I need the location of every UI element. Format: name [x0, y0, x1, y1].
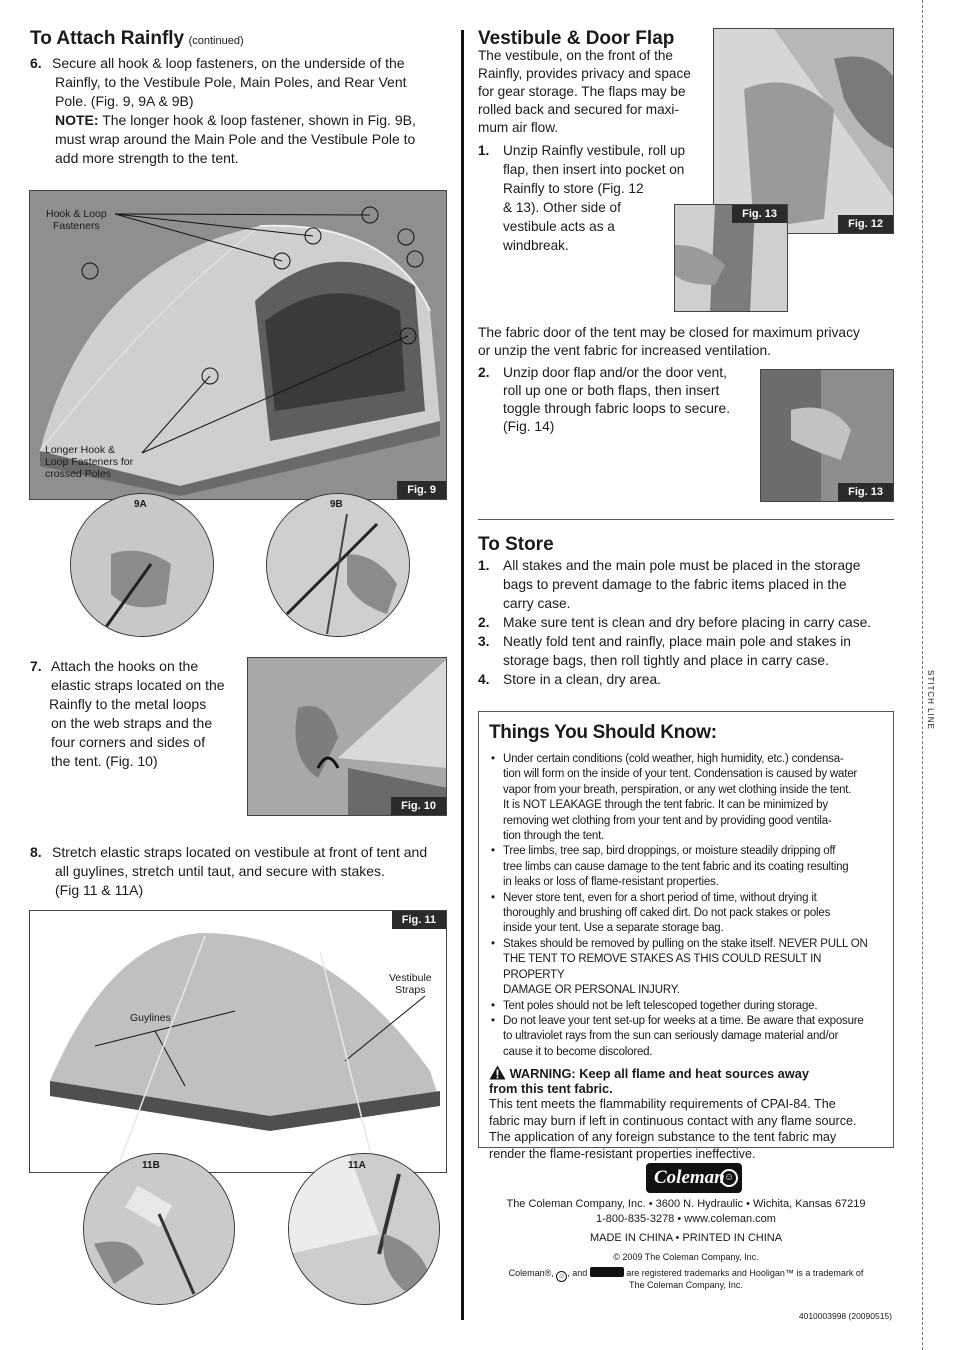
step-text: Rainfly to store (Fig. 12 [503, 181, 644, 196]
step-text: (Fig. 14) [503, 419, 555, 434]
callout-line: Loop Fasteners for [45, 456, 134, 468]
figure-13-door-photo [760, 369, 894, 502]
note-text: The longer hook & loop fastener, shown in Fig. 9B, [98, 112, 416, 128]
figure-9a-label: 9A [134, 499, 147, 510]
bullet-line: • Stakes should be removed by pulling on the stake itself. NEVER PULL ON [503, 937, 868, 950]
intro-line: rolled back and secured for maxi- [478, 102, 679, 117]
step-number: 1. [478, 558, 490, 573]
callout-line: Longer Hook & [45, 444, 116, 456]
callout-line: Straps [395, 984, 426, 996]
figure-9-tent-photo [29, 190, 447, 500]
section-divider [478, 519, 894, 520]
warning-body-line: This tent meets the flammability requirements of CPAI-84. The [489, 1097, 836, 1112]
step-text: Unzip Rainfly vestibule, roll up [503, 143, 686, 158]
know-bullet [489, 752, 883, 844]
stitch-line-label: STITCH LINE [926, 670, 935, 730]
tm-text: , and [567, 1268, 590, 1278]
figure-10-photo [247, 657, 447, 816]
step-text: flap, then insert into pocket on [503, 162, 685, 177]
vestibule-step-2 [478, 364, 758, 436]
intro-line: mum air flow. [478, 120, 559, 135]
tm-text: Coleman®, [508, 1268, 557, 1278]
lantern-man-icon: ☺ [558, 1273, 566, 1280]
bullet-line: DAMAGE OR PERSONAL INJURY. [503, 984, 680, 997]
door-intro [478, 324, 898, 360]
bullet-line: to ultraviolet rays from the sun can seriously damage material and/or [503, 1030, 839, 1043]
figure-9b-closeup [266, 493, 410, 637]
step-text: Stretch elastic straps located on vestibule at front of tent and [52, 844, 428, 860]
intro-line: The fabric door of the tent may be closed for maximum privacy [478, 325, 860, 340]
note-label: NOTE: [55, 112, 99, 128]
figure-11a-closeup [288, 1153, 440, 1305]
figure-label: Fig. 11 [392, 911, 446, 929]
store-steps [478, 556, 898, 689]
warning-icon [489, 1065, 506, 1080]
step-text: toggle through fabric loops to secure. [503, 401, 731, 416]
company-contact: 1-800-835-3278 • www.coleman.com [596, 1213, 776, 1225]
things-to-know-title: Things You Should Know: [489, 722, 717, 743]
callout-line: Vestibule [389, 972, 432, 984]
step-text: four corners and sides of [51, 734, 206, 750]
trademark-owner: The Coleman Company, Inc. [629, 1280, 743, 1290]
step-text: vestibule acts as a [503, 219, 615, 234]
know-bullet [489, 999, 883, 1014]
callout-line: Hook & Loop [46, 208, 107, 220]
figure-label: Fig. 13 [732, 205, 787, 223]
step-number: 2. [478, 365, 490, 380]
warning-line: WARNING: Keep all flame and heat sources away [509, 1066, 809, 1082]
section-title-vestibule: Vestibule & Door Flap [478, 28, 675, 49]
bullet-line: vapor from your breath, perspiration, or any wet clothing inside the tent. [503, 783, 852, 796]
tent-guylines-illustration [30, 911, 447, 1173]
continued-note: (continued) [188, 35, 244, 47]
copyright: © 2009 The Coleman Company, Inc. [613, 1252, 759, 1262]
bullet-line: • Never store tent, even for a short period of time, without drying it [503, 891, 817, 904]
closeup-illustration [267, 494, 410, 637]
vestibule-intro [478, 47, 713, 137]
callout-guylines: Guylines [130, 1012, 171, 1024]
bullet-line: It is NOT LEAKAGE through the tent fabric. It can be minimized by [503, 799, 828, 812]
stitch-line [922, 0, 923, 1350]
bullet-line: • Under certain conditions (cold weather, high humidity, etc.) condensa- [503, 753, 844, 765]
bullet-line: removing wet clothing from your tent and by providing good ventila- [503, 814, 832, 827]
step-text: Secure all hook & loop fasteners, on the underside of the [52, 55, 405, 71]
things-to-know-box [478, 711, 894, 1161]
figure-13-pocket-photo [674, 204, 788, 312]
step-text: all guylines, stretch until taut, and secure with stakes. [55, 863, 385, 879]
know-bullet [489, 891, 883, 937]
intro-line: The vestibule, on the front of the [478, 48, 673, 63]
step-text: Neatly fold tent and rainfly, place main pole and stakes in [503, 634, 851, 649]
section-title-attach-rainfly [30, 28, 244, 50]
figure-9a-closeup [70, 493, 214, 637]
bullet-line: • Tree limbs, tree sap, bird droppings, or moisture steadily dripping off [503, 845, 836, 858]
step-number: 1. [478, 143, 490, 158]
closeup-illustration [84, 1154, 235, 1305]
logo-text: Coleman [654, 1167, 725, 1188]
bullet-line: tion will form on the inside of your tent. Condensation is caused by water [503, 768, 858, 781]
step-number: 8. [30, 844, 42, 860]
bullet-line: cause it to become discolored. [503, 1045, 653, 1058]
lantern-man-icon: ☺ [720, 1169, 738, 1187]
made-in-china: MADE IN CHINA • PRINTED IN CHINA [589, 1232, 783, 1244]
step-text: Store in a clean, dry area. [503, 672, 661, 687]
figure-11a-label: 11A [348, 1160, 366, 1171]
closeup-illustration [71, 494, 214, 637]
warning-body-line: The application of any foreign substance to the tent fabric may [489, 1130, 837, 1145]
figure-label: Fig. 10 [391, 797, 446, 815]
bullet-line: inside your tent. Use a separate storage bag. [503, 922, 724, 935]
coleman-logo [646, 1163, 742, 1193]
figure-11b-label: 11B [142, 1160, 160, 1171]
coleman-mini-logo [590, 1267, 624, 1277]
step-text: Rainfly to the metal loops [49, 696, 207, 712]
bullet-line: tion through the tent. [503, 830, 605, 843]
note-text: add more strength to the tent. [55, 150, 239, 166]
step-number: 4. [478, 672, 490, 687]
step-number: 2. [478, 615, 490, 630]
step-8 [30, 843, 445, 900]
column-divider [461, 30, 464, 1320]
callout-line: crossed Poles [45, 468, 111, 480]
step-text: Make sure tent is clean and dry before placing in carry case. [503, 615, 872, 630]
step-text: carry case. [503, 596, 571, 611]
bullet-line: in leaks or loss of flame-resistant properties. [503, 876, 719, 889]
warning-body-line: render the flame-resistant properties ineffective. [489, 1146, 756, 1161]
bullet-line: • Tent poles should not be left telescoped together during storage. [503, 999, 818, 1012]
figure-11-photo [29, 910, 447, 1173]
step-text: on the web straps and the [51, 715, 213, 731]
bullet-line: tree limbs can cause damage to the tent fabric and its coating resulting [503, 860, 849, 873]
step-text: the tent. (Fig. 10) [51, 753, 158, 769]
figure-11b-closeup [83, 1153, 235, 1305]
step-text: & 13). Other side of [503, 200, 621, 215]
step-text: Attach the hooks on the [51, 658, 199, 674]
document-number: 4010003998 (20090515) [798, 1311, 892, 1321]
note-text: must wrap around the Main Pole and the Vestibule Pole to [55, 131, 416, 147]
hook-illustration [248, 658, 447, 816]
step-text: Pole. (Fig. 9, 9A & 9B) [55, 93, 194, 109]
step-number: 7. [30, 658, 42, 674]
warning-body [489, 1096, 883, 1162]
warning-line: from this tent fabric. [489, 1081, 613, 1097]
closeup-illustration [289, 1154, 440, 1305]
step-text: (Fig 11 & 11A) [55, 882, 144, 898]
know-bullet [489, 1014, 883, 1060]
intro-line: or unzip the vent fabric for increased ventilation. [478, 343, 771, 358]
callout-vestibule-straps [389, 972, 432, 996]
page-title: To Attach Rainfly [30, 28, 185, 49]
bullet-line: THE TENT TO REMOVE STAKES AS THIS COULD RESULT IN PROPERTY [503, 953, 822, 981]
step-text: bags to prevent damage to the fabric items placed in the [503, 577, 847, 592]
know-bullet [489, 937, 883, 999]
intro-line: Rainfly, provides privacy and space [478, 66, 691, 81]
warning-body-line: fabric may burn if left in continuous contact with any flame source. [489, 1113, 857, 1128]
figure-label: Fig. 13 [838, 483, 893, 501]
step-text: All stakes and the main pole must be placed in the storage [503, 558, 861, 573]
callout-leader-lines [30, 191, 447, 500]
section-title-store: To Store [478, 534, 554, 555]
step-number: 3. [478, 634, 490, 649]
tm-text: are registered trademarks and Hooligan™ is a trademark of [623, 1268, 864, 1278]
step-text: windbreak. [503, 238, 569, 253]
step-text: Rainfly, to the Vestibule Pole, Main Poles, and Rear Vent [55, 74, 407, 90]
figure-9b-label: 9B [330, 499, 343, 510]
step-6 [30, 54, 440, 168]
figure-label: Fig. 12 [838, 215, 893, 233]
step-text: elastic straps located on the [51, 677, 225, 693]
step-text: roll up one or both flaps, then insert [503, 383, 720, 398]
warning-heading [489, 1065, 883, 1096]
step-text: storage bags, then roll tightly and place in carry case. [503, 653, 829, 668]
step-text: Unzip door flap and/or the door vent, [503, 365, 727, 380]
bullet-line: thoroughly and brushing off caked dirt. Do not pack stakes or poles [503, 907, 831, 920]
callout-line: Fasteners [53, 220, 100, 232]
figure-label: Fig. 9 [397, 481, 446, 499]
intro-line: for gear storage. The flaps may be [478, 84, 686, 99]
know-bullet [489, 844, 883, 890]
step-7 [30, 657, 240, 771]
bullet-line: • Do not leave your tent set-up for weeks at a time. Be aware that exposure [503, 1014, 864, 1027]
company-address: The Coleman Company, Inc. • 3600 N. Hydraulic • Wichita, Kansas 67219 [506, 1198, 866, 1210]
step-number: 6. [30, 55, 42, 71]
